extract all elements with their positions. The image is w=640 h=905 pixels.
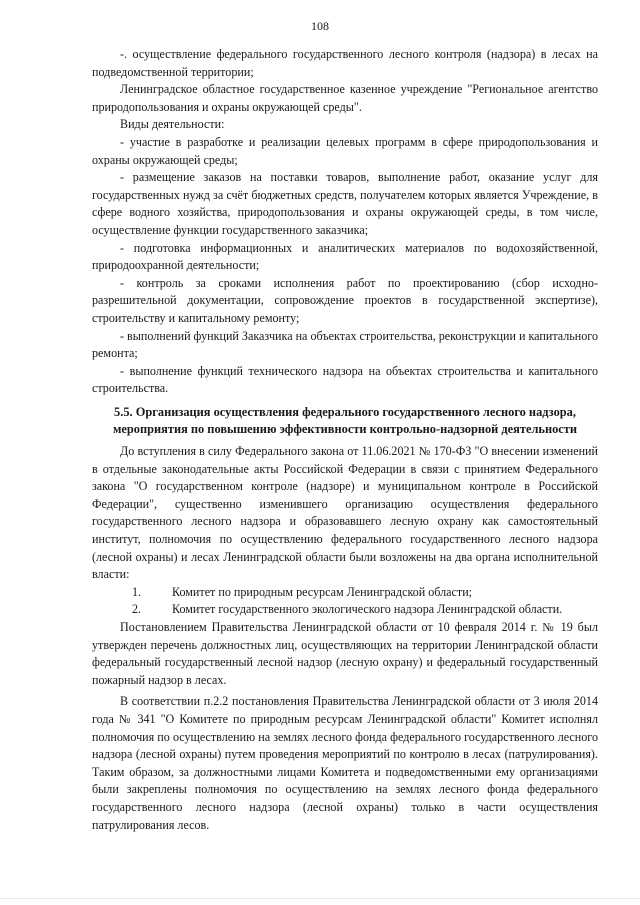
paragraph: Ленинградское областное государственное казенное учреждение "Региональное агентство природопользования и охраны окружающей среды". (92, 82, 598, 114)
numbered-list-item (92, 584, 598, 602)
list-item: - контроль за сроками исполнения работ по проектированию (сбор исходно- разрешительной документации, сопровождение проектов в государственной экспертизе), строительству и капитальному ремонту; (92, 275, 598, 325)
section-heading: 5.5. Организация осуществления федерального государственного лесного надзора, мероприятия по повышению эффективности контрольно-надзорной деятельности (112, 404, 578, 437)
list-item: - участие в разработке и реализации целевых программ в сфере природопользования и охраны окружающей среды; (92, 134, 598, 167)
paragraph: В соответствии п.2.2 постановления Правительства Ленинградской области от 3 июля 2014 года № 341 "О Комитете по природным ресурсам Ленинградской области" Комитет исполнял полномочия по осуществлению на землях лесного фонда федерального государственного лесного надзора (лесной охраны) путем проведения мероприятий по контролю в лесах (патрулирования). Таким образом, за должностными лицами Комитета и подведомственными ему организациями были закреплены полномочия по осуществлению на землях лесного фонда федерального государственного лесного надзора (лесной охраны) только в части осуществления патрулирования лесов. (92, 694, 598, 832)
list-number: 1. (132, 584, 142, 599)
list-number: 2. (132, 602, 142, 617)
list-item: - выполнение функций технического надзора на объектах строительства и капитального строительства. (92, 363, 598, 396)
scan-edge (0, 898, 640, 899)
list-item: - размещение заказов на поставки товаров, выполнение работ, оказание услуг для государственных нужд за счёт бюджетных средств, получателем которых является Учреждение, в сфере водного хозяйства, природопользования и охраны окружающей среды, в том числе, осуществление функции государственного заказчика; (92, 170, 598, 237)
paragraph: Виды деятельности: (120, 117, 225, 132)
numbered-list-item (92, 601, 598, 619)
page-number: 108 (311, 19, 329, 33)
list-item: - выполнений функций Заказчика на объектах строительства, реконструкции и капитального ремонта; (92, 328, 599, 361)
numbered-list (92, 584, 598, 619)
list-item: - подготовка информационных и аналитических материалов по водохозяйственной, природоохранной деятельности; (92, 240, 598, 273)
list-text: Комитет государственного экологического надзора Ленинградской области. (172, 602, 563, 617)
document-body (92, 46, 598, 834)
paragraph: Постановлением Правительства Ленинградской области от 10 февраля 2014 г. № 19 был утвержден перечень должностных лиц, осуществляющих на территории Ленинградской области федеральный государственный лесной надзор (лесную охрану) и федеральный государственный пожарный надзор в лесах. (92, 620, 598, 687)
paragraph: -. осуществление федерального государственного лесного контроля (надзора) в лесах на подведомственной территории; (92, 47, 598, 79)
list-text: Комитет по природным ресурсам Ленинградской области; (172, 584, 473, 599)
paragraph: До вступления в силу Федерального закона от 11.06.2021 № 170-ФЗ "О внесении изменений в отдельные законодательные акты Российской Федерации в связи с принятием Федерального закона "О государственном контроле (надзоре) и муниципальном контроле в Российской Федерации", существенно изменившего организацию осуществления федерального государственного лесного надзора и образовавшего лесную охрану как самостоятельный институт, полномочия по осуществлению федерального государственного лесного надзора (лесной охраны) и лесах Ленинградской области были возложены на два органа исполнительной власти: (92, 444, 598, 582)
